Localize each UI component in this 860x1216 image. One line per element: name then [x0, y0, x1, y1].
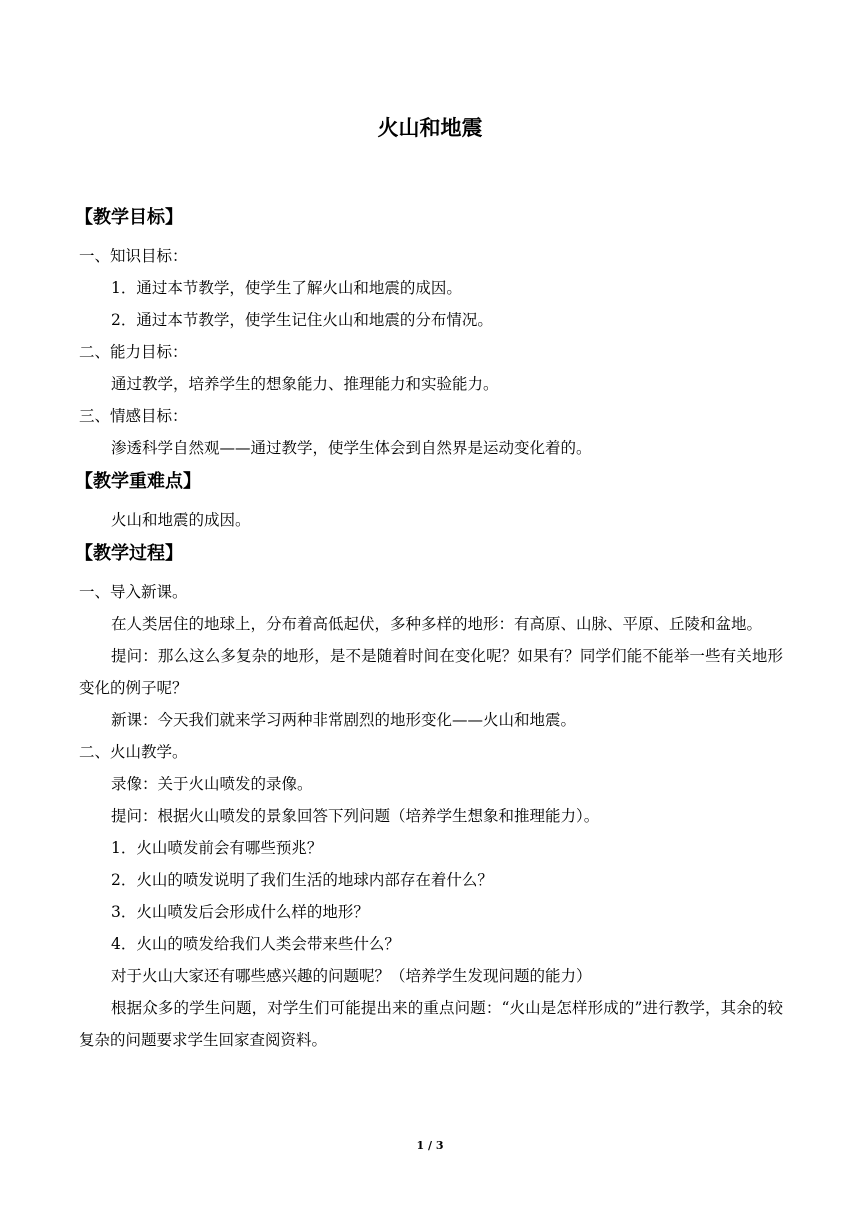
volcano-question-2: 2．火山的喷发说明了我们生活的地球内部存在着什么？ [111, 871, 493, 889]
emotion-objective-text: 渗透科学自然观——通过教学，使学生体会到自然界是运动变化着的。 [111, 439, 592, 457]
intro-label: 一、导入新课。 [79, 583, 188, 601]
ability-objective-text: 通过教学，培养学生的想象能力、推理能力和实验能力。 [111, 375, 499, 393]
volcano-question-1: 1．火山喷发前会有哪些预兆？ [111, 839, 323, 857]
page-number: 1 / 3 [416, 1139, 444, 1152]
intro-paragraph-3: 新课：今天我们就来学习两种非常剧烈的地形变化——火山和地震。 [111, 711, 577, 729]
intro-paragraph-1: 在人类居住的地球上，分布着高低起伏，多种多样的地形：有高原、山脉、平原、丘陵和盆地。 [111, 615, 763, 633]
ability-objectives-label: 二、能力目标： [79, 343, 188, 361]
volcano-paragraph-1: 录像：关于火山喷发的录像。 [111, 775, 313, 793]
knowledge-objective-2: 2．通过本节教学，使学生记住火山和地震的分布情况。 [111, 311, 493, 329]
key-points-text: 火山和地震的成因。 [111, 511, 251, 529]
volcano-label: 二、火山教学。 [79, 743, 188, 761]
volcano-question-3: 3．火山喷发后会形成什么样的地形？ [111, 903, 369, 921]
section-heading-objectives: 【教学目标】 [75, 207, 183, 228]
document-body [75, 200, 783, 1056]
volcano-paragraph-4: 根据众多的学生问题，对学生们可能提出来的重点问题：“火山是怎样形成的”进行教学，其余的较复杂的问题要求学生回家查阅资料。 [79, 999, 783, 1049]
knowledge-objectives-label: 一、知识目标： [79, 247, 188, 265]
document-title: 火山和地震 [377, 116, 483, 140]
knowledge-objective-1: 1．通过本节教学，使学生了解火山和地震的成因。 [111, 279, 462, 297]
volcano-question-4: 4．火山的喷发给我们人类会带来些什么？ [111, 935, 400, 953]
emotion-objectives-label: 三、情感目标： [79, 407, 188, 425]
section-heading-process: 【教学过程】 [75, 543, 183, 564]
volcano-paragraph-2: 提问：根据火山喷发的景象回答下列问题（培养学生想象和推理能力）。 [111, 807, 600, 825]
volcano-paragraph-3: 对于火山大家还有哪些感兴趣的问题呢？（培养学生发现问题的能力） [111, 967, 592, 985]
intro-paragraph-2: 提问：那么这么多复杂的地形，是不是随着时间在变化呢？如果有？同学们能不能举一些有关地形变化的例子呢？ [79, 647, 783, 697]
section-heading-key-points: 【教学重难点】 [75, 471, 201, 492]
